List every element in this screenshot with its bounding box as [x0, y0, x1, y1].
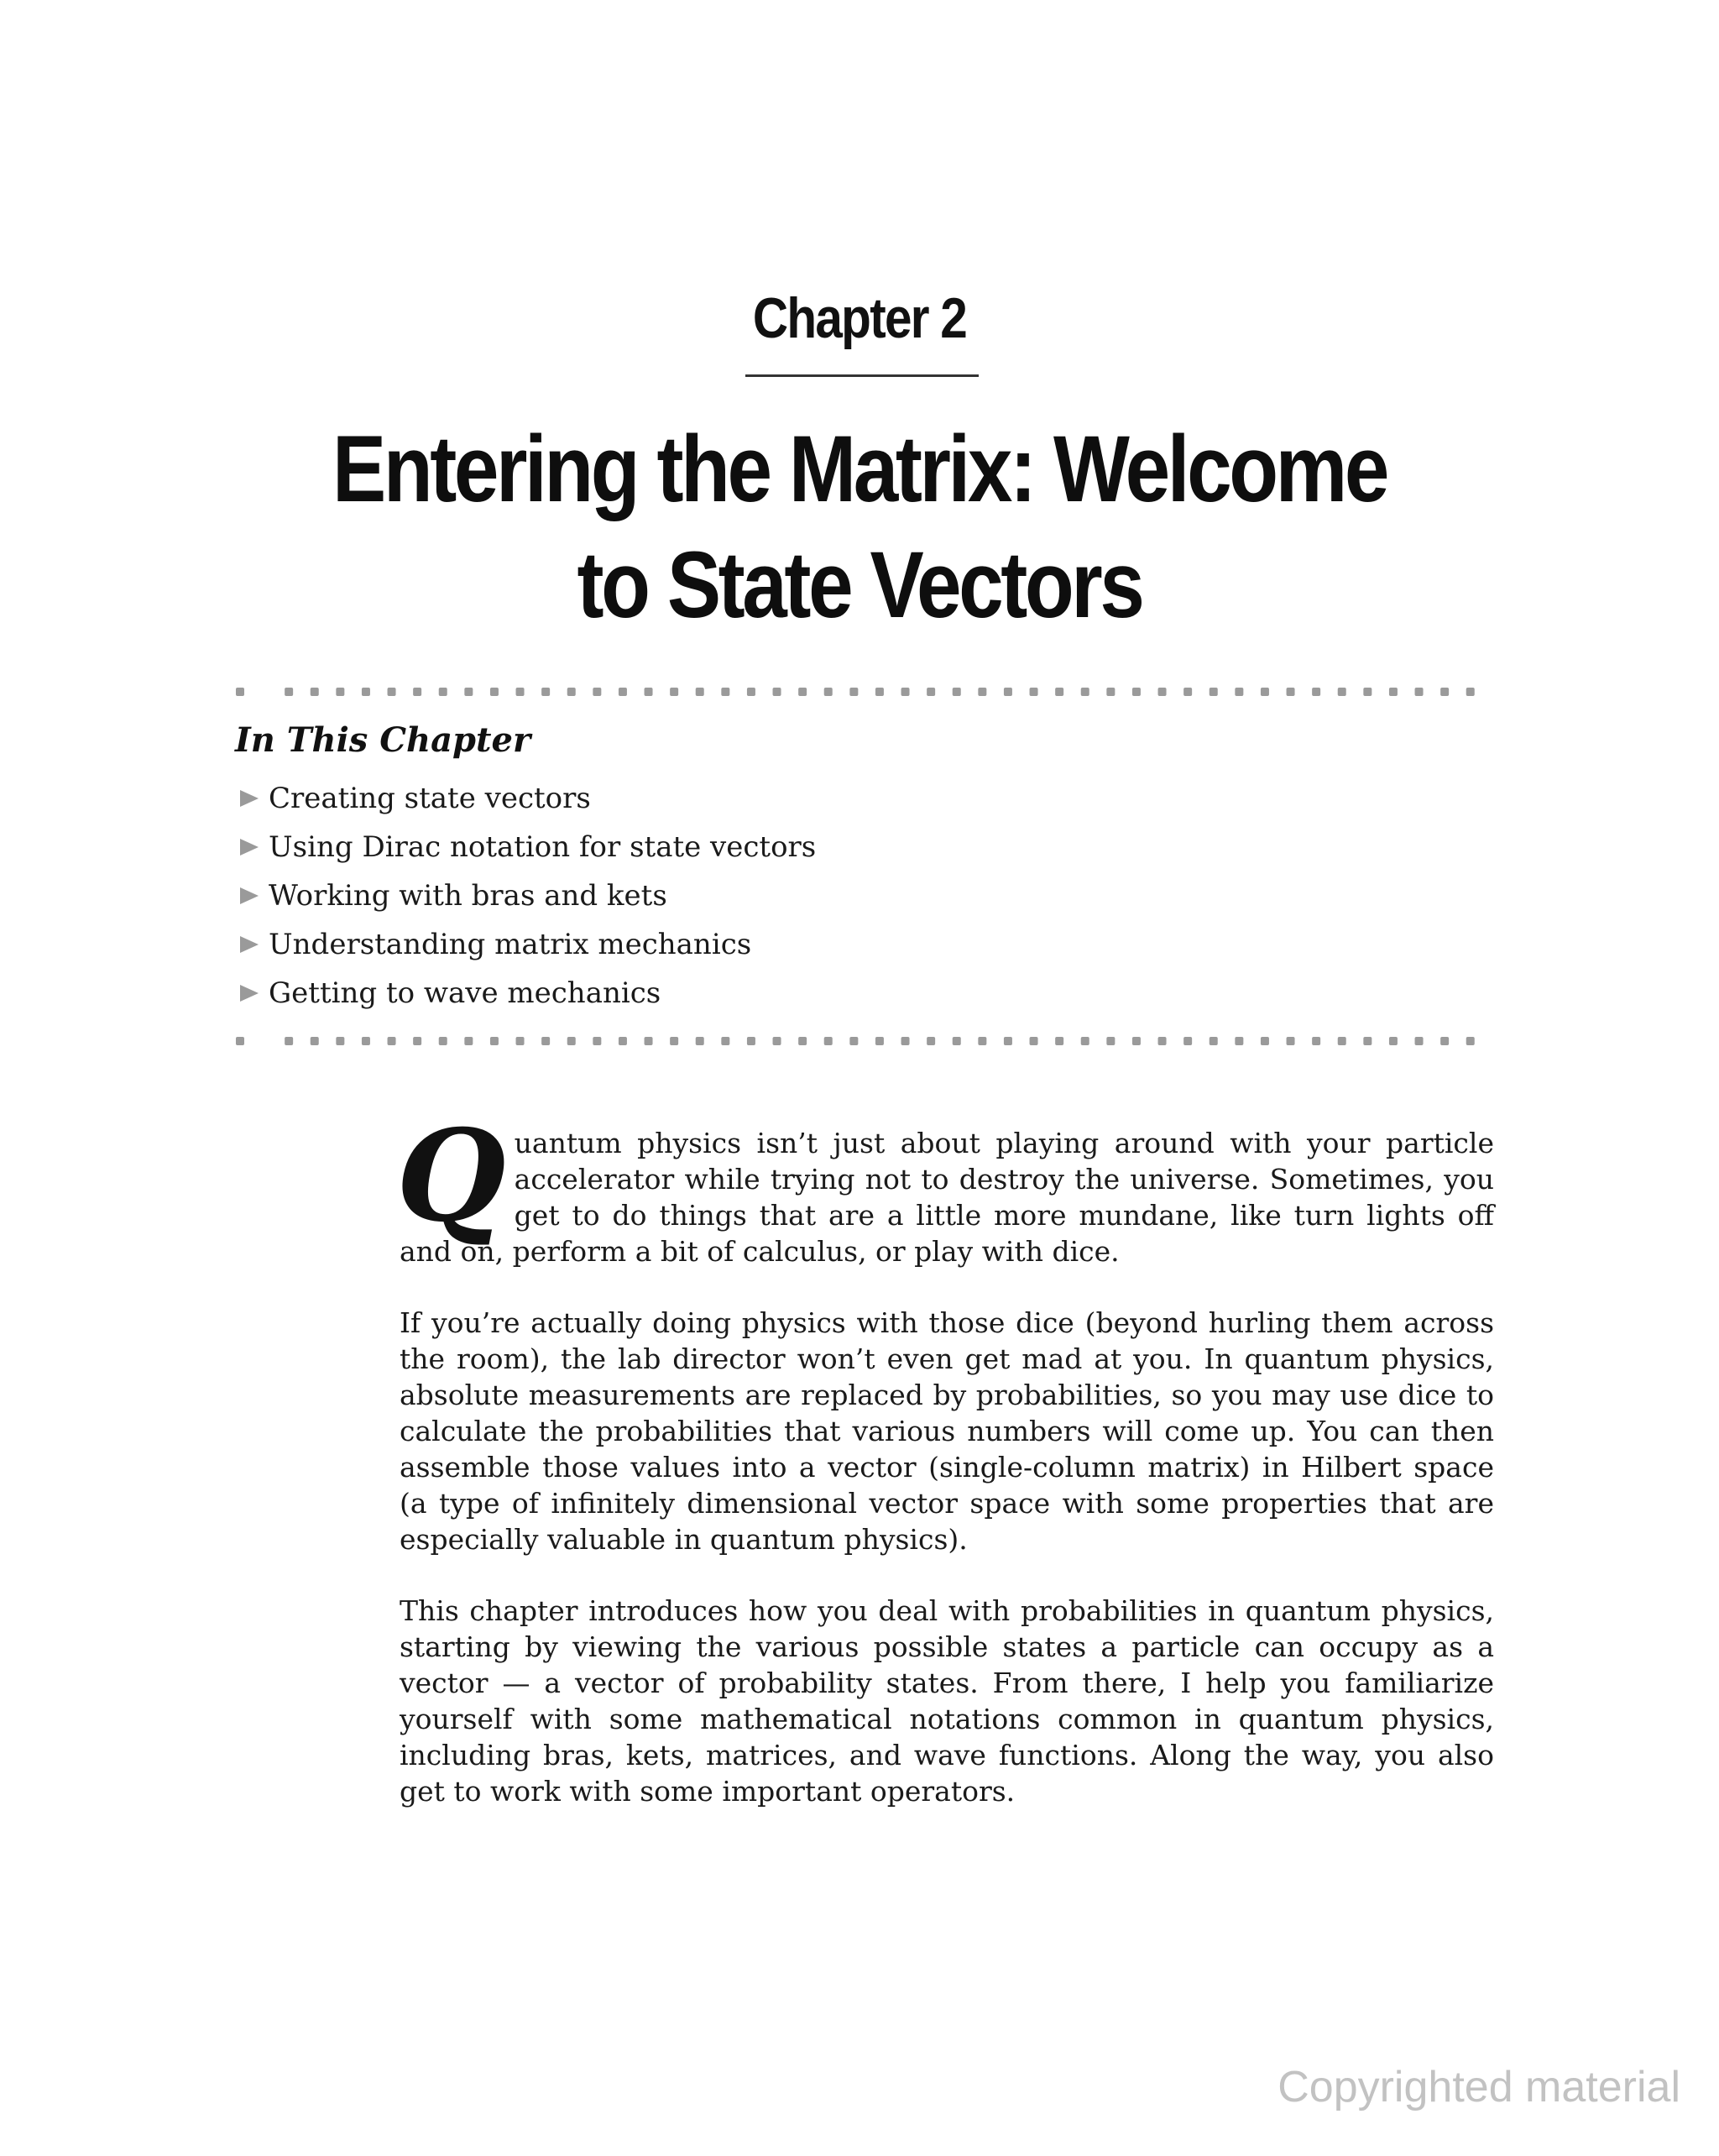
- list-item: [235, 920, 816, 969]
- list-item: [235, 969, 816, 1018]
- copyright-watermark: Copyrighted material: [1277, 2063, 1680, 2112]
- drop-cap: Q: [396, 1102, 506, 1250]
- list-item-label: Getting to wave mechanics: [269, 976, 661, 1010]
- chapter-body: [396, 1102, 1494, 1845]
- intro-paragraph-1: [396, 1102, 1494, 1269]
- chapter-label: Chapter 2: [752, 286, 967, 350]
- chapter-title: [120, 411, 1598, 643]
- chapter-title-line-1: Entering the Matrix: Welcome: [332, 416, 1387, 521]
- dotted-divider-bottom-graphic: [235, 1036, 1494, 1046]
- dotted-divider-top-graphic: [235, 687, 1494, 697]
- triangle-bullet-icon: [235, 833, 264, 861]
- chapter-underline: [745, 374, 979, 377]
- list-item: [235, 774, 816, 823]
- dotted-divider-bottom: [235, 1036, 1494, 1046]
- in-this-chapter-heading: In This Chapter: [235, 720, 531, 760]
- triangle-bullet-icon: [235, 930, 264, 959]
- triangle-bullet-icon: [235, 979, 264, 1007]
- list-item: [235, 871, 816, 920]
- chapter-topics-list: [235, 774, 816, 1018]
- intro-paragraph-2: If you’re actually doing physics with those dice (beyond hurling them across the room), the lab director won’t even get mad at you. In quantum physics, absolute measurements are replaced by probabilities, so you may use dice to calculate the probabilities that various numbers will come up. You can then assemble those values into a vector (single-column matrix) in Hilbert space (a type of infinitely dimensional vector space with some properties that are especially valuable in quantum physics).: [400, 1306, 1494, 1556]
- dotted-divider-top: [235, 687, 1494, 697]
- intro-paragraph-1-text: uantum physics isn’t just about playing around with your particle accelerator while trying not to destroy the universe. Sometimes, you get to do things that are a little more mundane, like turn lights off and on, perform a bit of calculus, or play with dice.: [400, 1127, 1494, 1268]
- triangle-bullet-icon: [235, 784, 264, 813]
- list-item-label: Creating state vectors: [269, 782, 591, 815]
- list-item-label: Using Dirac notation for state vectors: [269, 830, 817, 864]
- list-item: [235, 823, 816, 871]
- list-item-label: Working with bras and kets: [269, 879, 667, 913]
- intro-paragraph-3: This chapter introduces how you deal with probabilities in quantum physics, starting by viewing the various possible states a particle can occupy as a vector — a vector of probability states. From there, I help you familiarize yourself with some mathematical notations common in quantum physics, including bras, kets, matrices, and wave functions. Along the way, you also get to work with some important operators.: [400, 1594, 1494, 1808]
- list-item-label: Understanding matrix mechanics: [269, 928, 752, 961]
- chapter-title-line-2: to State Vectors: [577, 532, 1142, 637]
- triangle-bullet-icon: [235, 882, 264, 910]
